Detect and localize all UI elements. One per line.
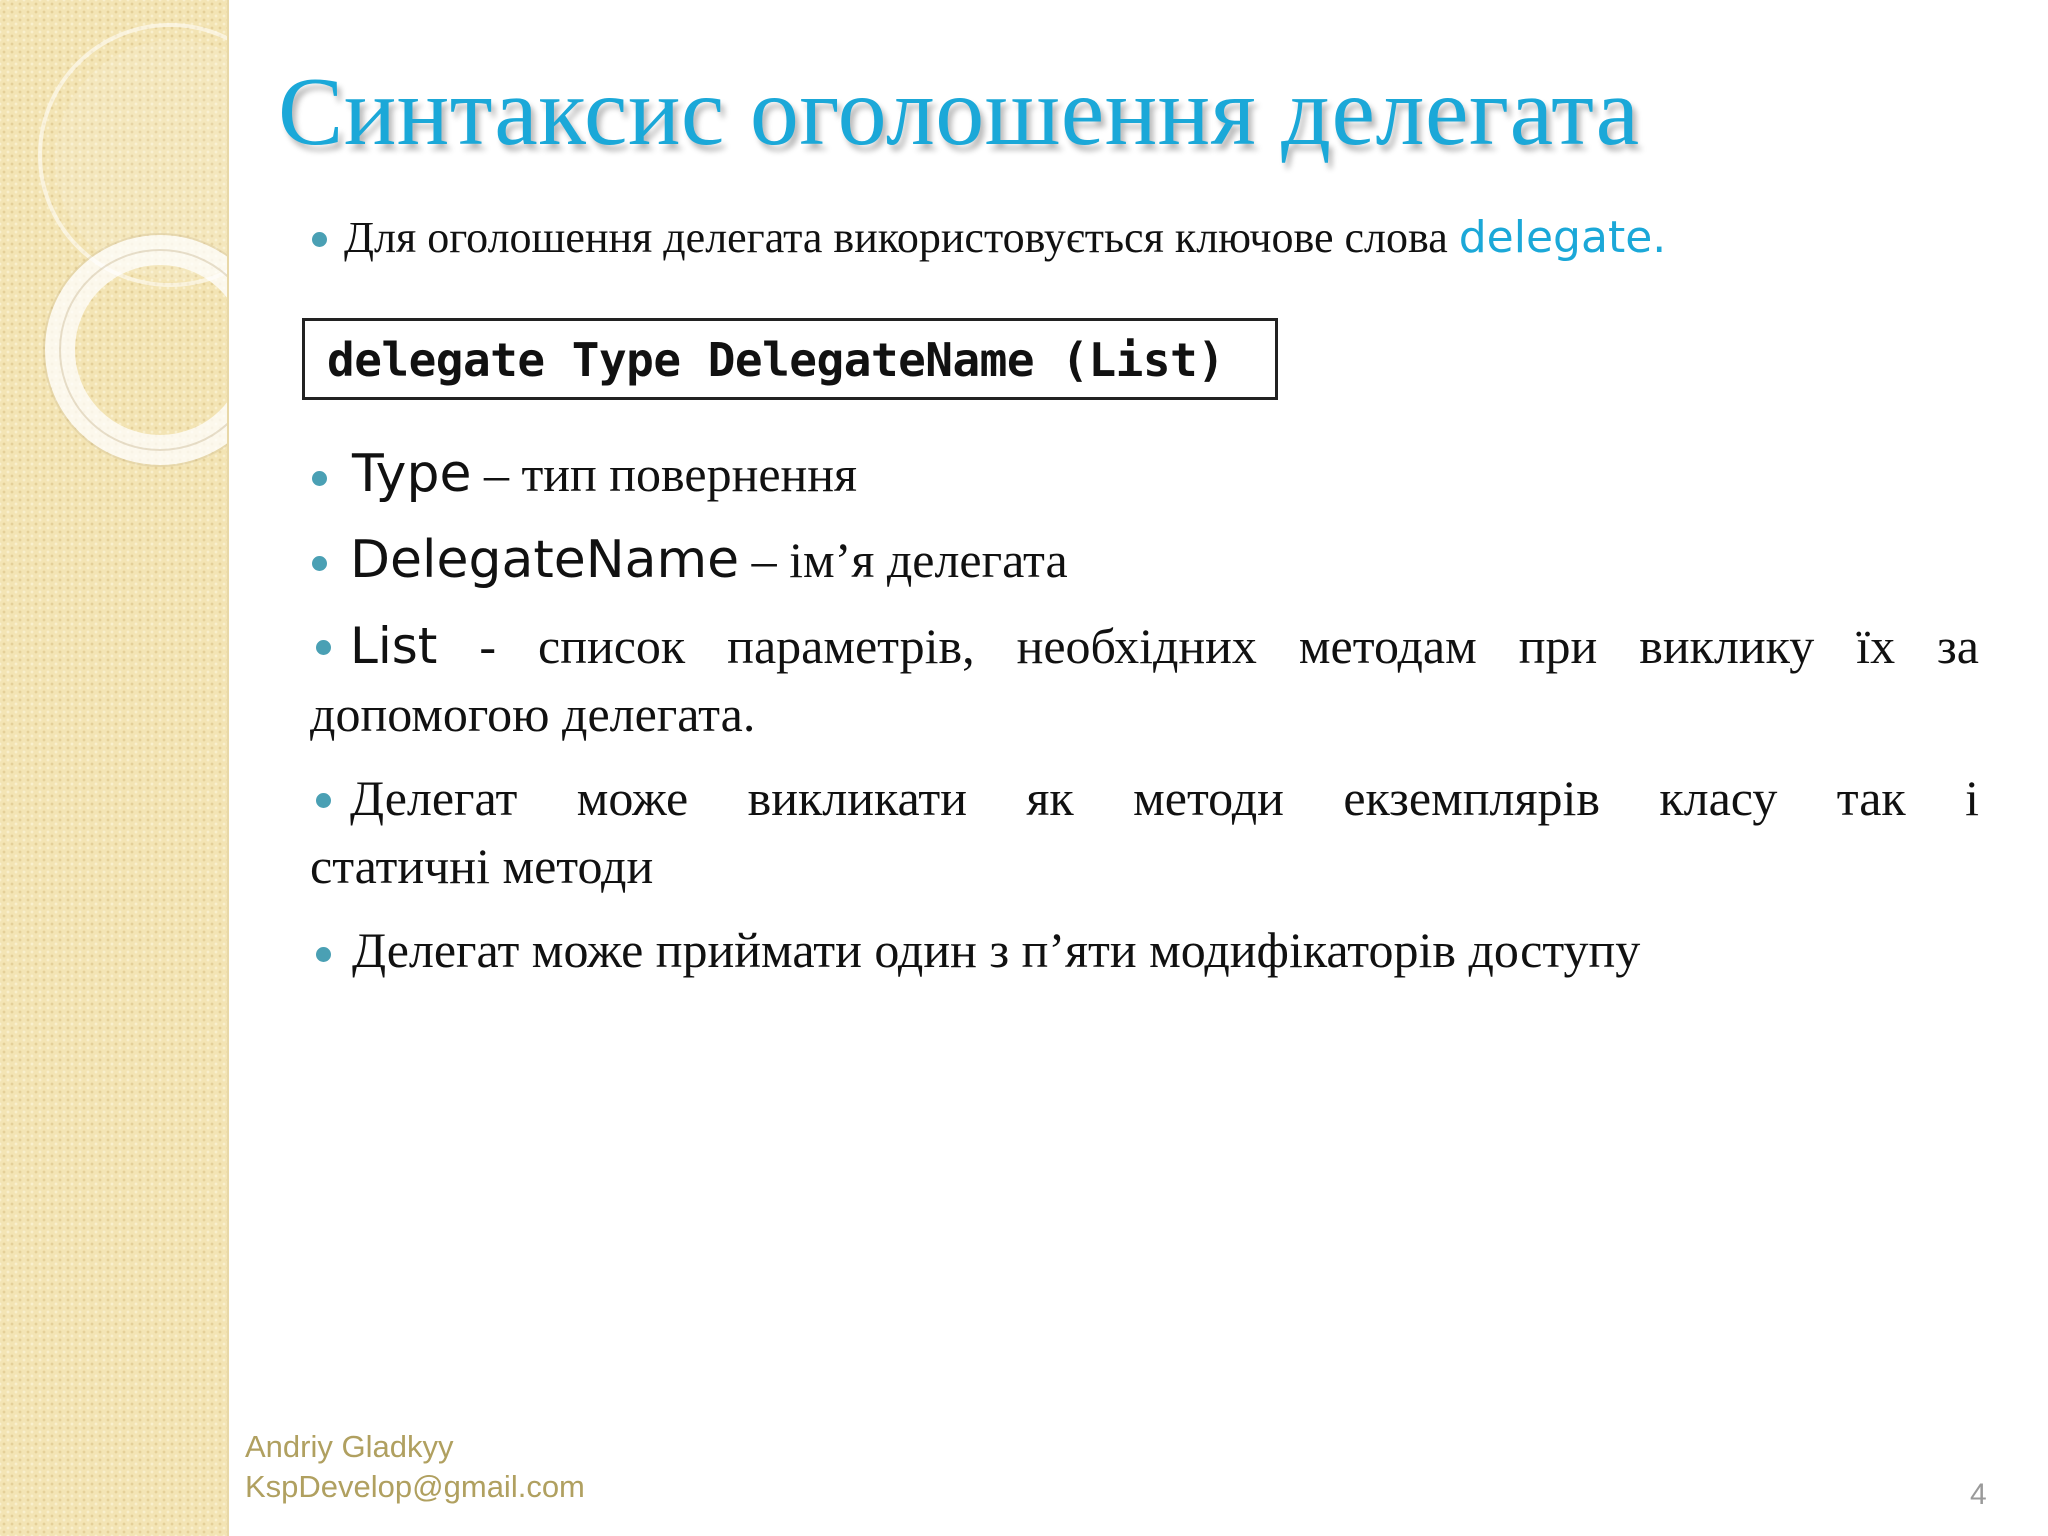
slide-title: Синтаксис оголошення делегата (278, 58, 1640, 166)
code-box (302, 318, 1278, 400)
code-syntax: delegate Type DelegateName (List) (327, 333, 1225, 387)
bullet-icon (312, 556, 327, 571)
desc-type: – тип повернення (471, 446, 858, 502)
decorative-sidebar (0, 0, 229, 1536)
bullet-list-line1 (350, 616, 1979, 676)
bullet-type (352, 442, 857, 506)
desc-delegatename: – ім’я делегата (739, 532, 1068, 588)
term-type: Type (352, 444, 472, 504)
bullet-methods-line2: статичні методи (310, 838, 654, 894)
bullet-icon (316, 640, 331, 655)
footer-email: KspDevelop@gmail.com (245, 1469, 585, 1504)
bullet-modifiers: Делегат може приймати один з п’яти модифікаторів доступу (352, 922, 1641, 978)
decorative-rings-icon (0, 0, 227, 1536)
bullet-icon (316, 947, 331, 962)
intro-keyword: delegate. (1458, 212, 1667, 263)
bullet-methods-line1: Делегат може викликати як методи екземплярів класу так і (350, 770, 1979, 826)
desc-list: - список параметрів, необхідних методам при виклику їх за (437, 618, 1979, 674)
term-list: List (350, 617, 438, 675)
bullet-delegatename (350, 528, 1068, 592)
intro-line (344, 210, 1666, 266)
bullet-icon (312, 232, 327, 247)
intro-text: Для оголошення делегата використовується ключове слова (344, 213, 1459, 262)
bullet-icon (312, 471, 327, 486)
bullet-list-line2: допомогою делегата. (310, 686, 756, 742)
footer-author: Andriy Gladkyy (245, 1429, 454, 1464)
term-delegatename: DelegateName (350, 530, 740, 590)
bullet-icon (316, 793, 331, 808)
page-number: 4 (1970, 1478, 1987, 1511)
